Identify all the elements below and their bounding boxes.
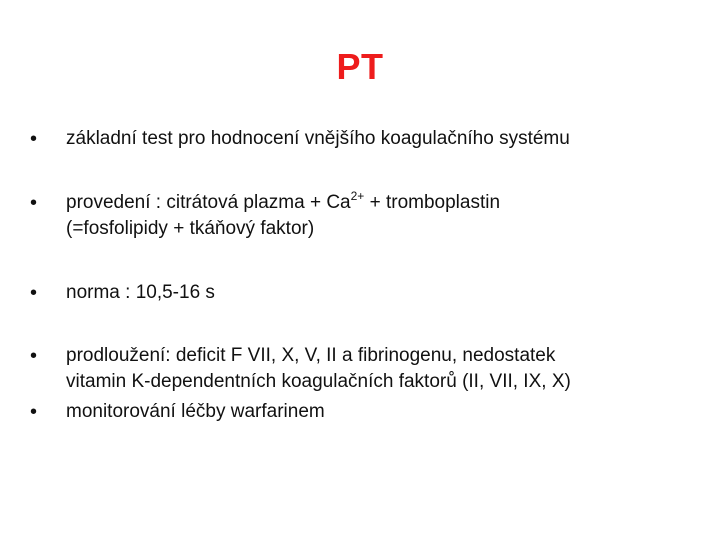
bullet-item-basic-test — [30, 126, 690, 152]
bullet-text — [66, 126, 690, 152]
bullet-item-prolongation — [30, 343, 690, 395]
bullet-line: monitorování léčby warfarinem — [66, 401, 325, 422]
bullet-line: norma : 10,5-16 s — [66, 282, 215, 303]
bullet-icon: • — [30, 192, 38, 214]
bullet-line: základní test pro hodnocení vnějšího koagulačního systému — [66, 128, 570, 149]
bullet-icon: • — [30, 345, 38, 367]
bullet-item-norm — [30, 280, 690, 306]
bullet-item-procedure — [30, 190, 690, 242]
bullet-line: (=fosfolipidy + tkáňový faktor) — [66, 218, 315, 239]
bullet-line-part: provedení : citrátová plazma + Ca — [66, 192, 351, 213]
bullet-line-part: + tromboplastin — [364, 192, 501, 213]
bullet-icon: • — [30, 401, 38, 423]
bullet-line: prodloužení: deficit F VII, X, V, II a fibrinogenu, nedostatek — [66, 345, 556, 366]
bullet-icon: • — [30, 282, 38, 304]
bullet-line — [66, 190, 690, 216]
bullet-line: vitamin K-dependentních koagulačních faktorů (II, VII, IX, X) — [66, 371, 571, 392]
bullet-item-monitoring — [30, 399, 690, 425]
bullet-text — [66, 280, 690, 306]
calcium-charge-superscript: 2+ — [350, 188, 365, 203]
bullet-text — [66, 190, 690, 242]
slide-title: PT — [336, 46, 384, 87]
bullet-icon: • — [30, 128, 38, 150]
bullet-text — [66, 399, 690, 425]
bullet-text — [66, 343, 690, 395]
